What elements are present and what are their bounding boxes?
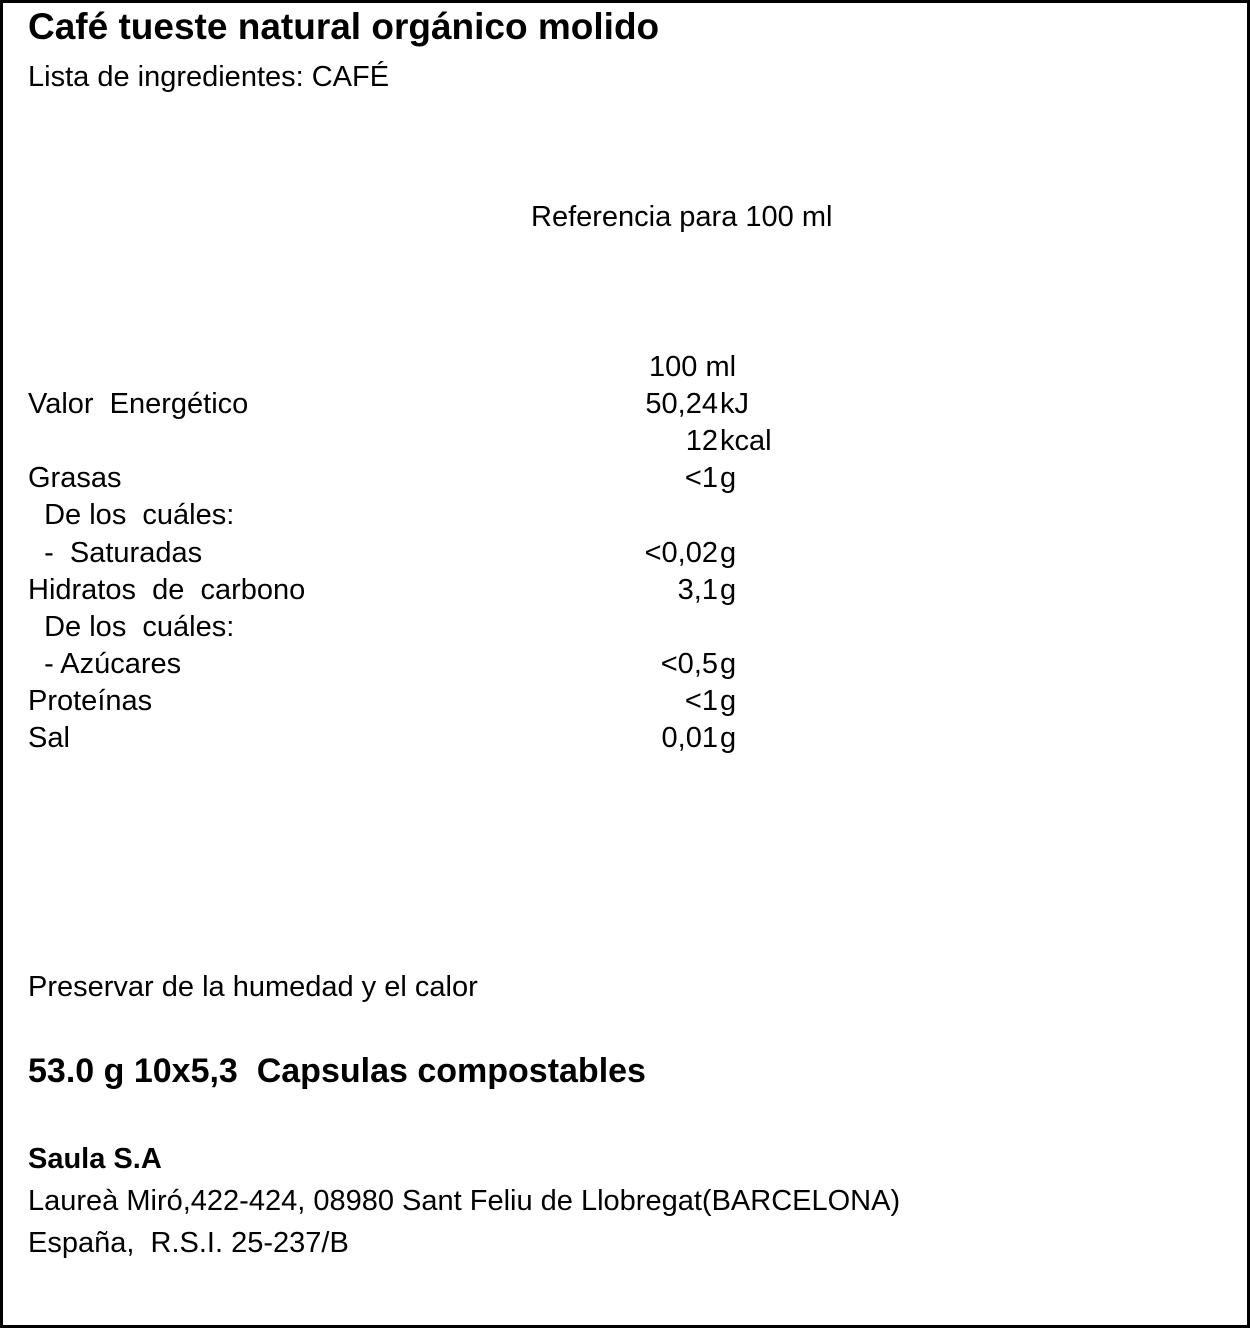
ingredients-list: Lista de ingredientes: CAFÉ bbox=[28, 61, 390, 93]
nutrition-value: 12 bbox=[685, 425, 718, 457]
reference-text: Referencia para 100 ml bbox=[531, 201, 833, 233]
nutrition-label: Valor Energético bbox=[28, 388, 249, 420]
nutrition-label: Grasas bbox=[28, 462, 122, 494]
nutrition-unit: g bbox=[720, 685, 737, 717]
storage-instructions: Preservar de la humedad y el calor bbox=[28, 971, 478, 1003]
nutrition-value: <0,5 bbox=[660, 648, 718, 680]
nutrition-unit: g bbox=[720, 574, 737, 606]
nutrition-unit: g bbox=[720, 462, 737, 494]
nutrition-column-header: 100 ml bbox=[649, 351, 737, 383]
nutrition-value: <1 bbox=[684, 685, 718, 717]
nutrition-label: - Azúcares bbox=[28, 648, 182, 680]
nutrition-unit: g bbox=[720, 722, 737, 754]
nutrition-unit: g bbox=[720, 537, 737, 569]
nutrition-value: <0,02 bbox=[644, 537, 718, 569]
net-quantity: 53.0 g 10x5,3 Capsulas compostables bbox=[28, 1052, 646, 1090]
nutrition-value: 3,1 bbox=[677, 574, 718, 606]
nutrition-label: Hidratos de carbono bbox=[28, 574, 306, 606]
nutrition-label: Proteínas bbox=[28, 685, 153, 717]
nutrition-unit: kcal bbox=[720, 425, 772, 457]
nutrition-unit: g bbox=[720, 648, 737, 680]
nutrition-label: Sal bbox=[28, 722, 70, 754]
nutrition-label: De los cuáles: bbox=[28, 499, 235, 531]
nutrition-label: De los cuáles: bbox=[28, 611, 235, 643]
nutrition-label: - Saturadas bbox=[28, 537, 203, 569]
company-name: Saula S.A bbox=[28, 1143, 162, 1175]
nutrition-value: 0,01 bbox=[661, 722, 718, 754]
product-title: Café tueste natural orgánico molido bbox=[28, 6, 660, 47]
nutrition-value: 50,24 bbox=[645, 388, 718, 420]
registration-info: España, R.S.I. 25-237/B bbox=[28, 1227, 349, 1259]
nutrition-value: <1 bbox=[684, 462, 718, 494]
nutrition-unit: kJ bbox=[720, 388, 749, 420]
company-address: Laureà Miró,422-424, 08980 Sant Feliu de Llobregat(BARCELONA) bbox=[28, 1185, 901, 1217]
